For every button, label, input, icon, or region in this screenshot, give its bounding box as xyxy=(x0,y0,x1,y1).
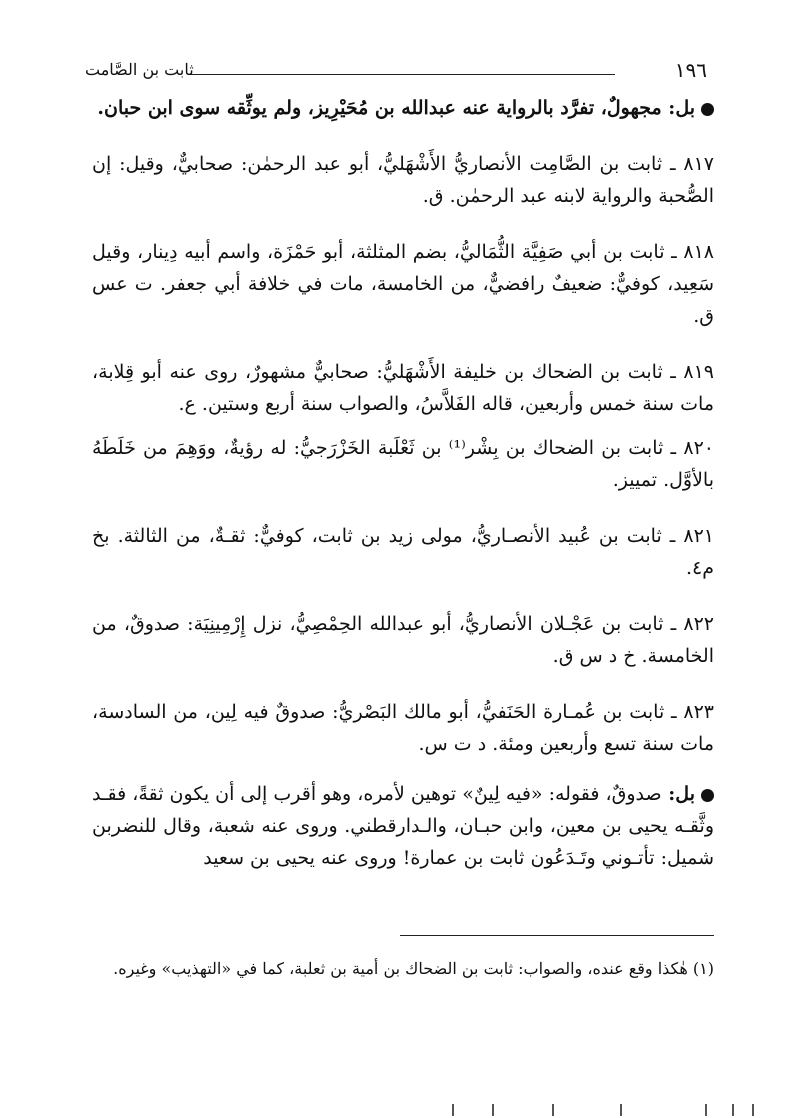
page-header xyxy=(85,58,707,88)
page-number: ١٩٦ xyxy=(674,58,707,82)
entry-text: ثابت بن عَجْـلان الأنصاريُّ، أبو عبدالله الحِمْصِيُّ، نزل إِرْمِينِيَة: صدوقٌ، من الخامسة. خ د س ق. xyxy=(92,613,714,667)
entry-number: ٨٢٠ ـ xyxy=(663,437,714,459)
entry-text: ثابت بن الضحاك بن خليفة الأَشْهَليُّ: صحابيٌّ مشهورٌ، روى عنه أبو قِلابة، مات سنة خمس وأربعين، قاله الفَلاَّسُ، والصواب سنة أربع وستين. ع. xyxy=(92,361,714,415)
entry-819 xyxy=(92,356,714,420)
main-text xyxy=(92,92,714,874)
footnote xyxy=(92,955,714,983)
entry-text: ثابت بن عُمـارة الحَنَفيُّ، أبو مالك البَصْريُّ: صدوقٌ فيه لِين، من السادسة، مات سنة تسع وأربعين ومئة. د ت س. xyxy=(92,701,714,755)
header-rule xyxy=(189,74,615,75)
entry-lead: بل: xyxy=(661,783,695,805)
footnote-separator xyxy=(400,935,714,936)
entry-text: مجهولٌ، تفرَّد بالرواية عنه عبدالله بن مُحَيْرِيز، ولم يوثِّقه سوى ابن حبان. xyxy=(97,97,662,119)
entry-number: ٨١٩ ـ xyxy=(662,361,714,383)
entry-823 xyxy=(92,696,714,760)
entry-number: ٨٢٢ ـ xyxy=(663,613,714,635)
entry-text: صدوقٌ، فقوله: «فيه لِينٌ» توهين لأمره، وهو أقرب إلى أن يكون ثقةً، فقـد وثَّقـه يحيى بن معين، وابن حبـان، والـدارقطني. وروى عنه شعبة، وقال للنضربن شميل: تأتـوني وتَـدَعُون ثابت بن عمارة! وروى عنه يحيى بن سعيد xyxy=(92,783,714,869)
bullet-icon xyxy=(701,789,714,802)
entry-818 xyxy=(92,236,714,332)
entry-number: ٨٢١ ـ xyxy=(661,525,714,547)
scan-edge-marks xyxy=(440,1098,770,1118)
entry-820 xyxy=(92,432,714,496)
entry-text: ثابت بن عُبيد الأنصـاريُّ، مولى زيد بن ثابت، كوفيٌّ: ثقـةٌ، من الثالثة. بخ م٤. xyxy=(92,525,714,579)
entry-text: ثابت بن الضحاك بن بِشْر⁽¹⁾ بن ثَعْلَبة الخَزْرَجيُّ: له رؤيةٌ، ووَهِمَ من خَلَطَهُ بالأوَّل. تمييز. xyxy=(92,437,714,491)
entry-817 xyxy=(92,148,714,212)
entry-number: ٨١٨ ـ xyxy=(664,241,714,263)
running-title: ثابت بن الصَّامت xyxy=(85,60,194,79)
entry-comment xyxy=(92,92,714,124)
footnote-text: (١) هٰكذا وقع عنده، والصواب: ثابت بن الضحاك بن أمية بن ثعلبة، كما في «التهذيب» وغيره. xyxy=(113,959,714,978)
entry-text: ثابت بن أبي صَفِيَّة الثُّمَاليُّ، بضم المثلثة، أبو حَمْزَة، واسم أبيه دِينار، وقيل سَعِيد، كوفيٌّ: ضعيفٌ رافضيٌّ، من الخامسة، مات في خلافة أبي جعفر. ت عس ق. xyxy=(92,241,714,327)
entry-822 xyxy=(92,608,714,672)
entry-821 xyxy=(92,520,714,584)
entry-number: ٨١٧ ـ xyxy=(662,153,714,175)
bullet-icon xyxy=(701,103,714,116)
entry-comment xyxy=(92,778,714,874)
entry-number: ٨٢٣ ـ xyxy=(664,701,714,723)
entry-text: ثابت بن الصَّامِت الأنصاريُّ الأَشْهَليُّ، أبو عبد الرحمٰن: صحابيٌّ، وقيل: إن الصُّحبة والرواية لابنه عبد الرحمٰن. ق. xyxy=(92,153,714,207)
entry-lead: بل: xyxy=(661,97,695,119)
